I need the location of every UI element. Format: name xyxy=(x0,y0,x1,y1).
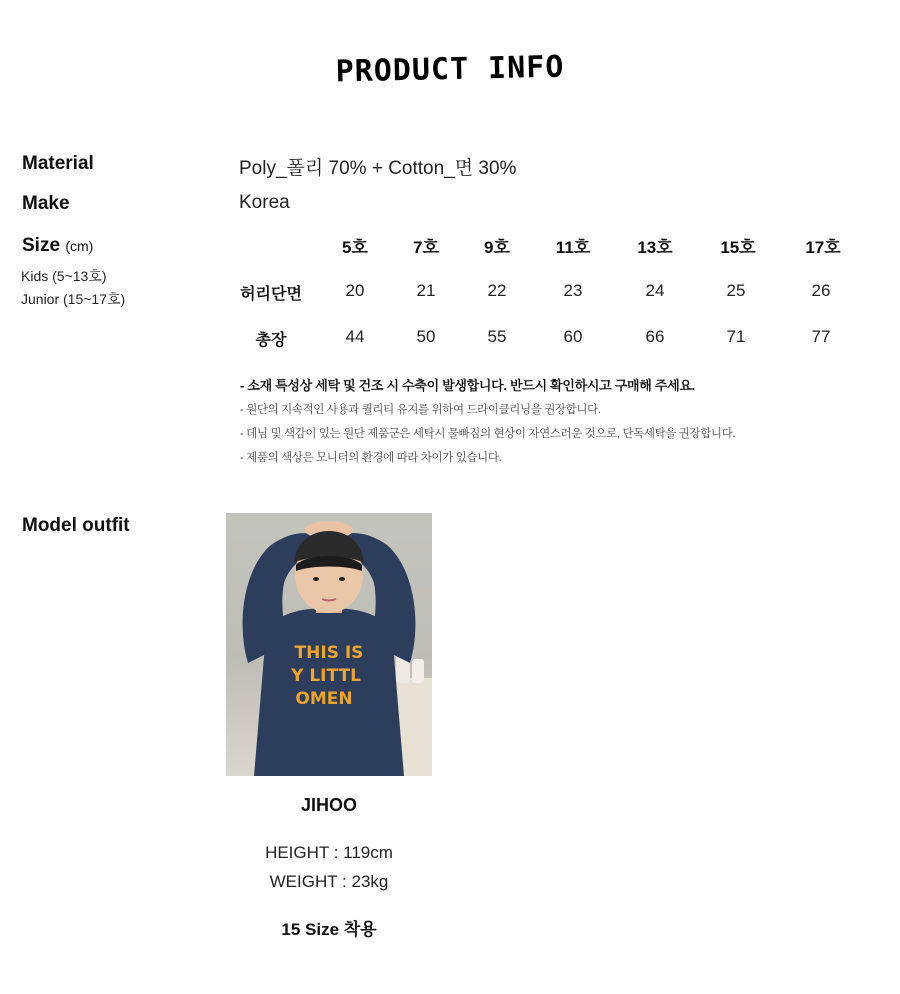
model-outfit-label: Model outfit xyxy=(22,515,130,536)
table-cell: 71 xyxy=(726,327,746,346)
size-label-text: Size xyxy=(22,235,61,256)
notice-line: - 제품의 색상은 모니터의 환경에 따라 차이가 있습니다. xyxy=(240,452,502,464)
notice-line: - 원단의 지속적인 사용과 퀄리티 유지를 위하여 드라이클리닝을 권장합니다. xyxy=(240,404,601,416)
material-label: Material xyxy=(22,153,94,174)
row-label-length: 총장 xyxy=(255,332,287,349)
table-cell: 20 xyxy=(345,281,365,300)
make-value: Korea xyxy=(239,192,290,213)
shirt-print-line: OMEN xyxy=(295,689,353,709)
size-kids-range: Kids (5~13호) xyxy=(21,268,107,284)
size-label xyxy=(22,235,93,257)
size-header: 13호 xyxy=(637,238,673,257)
table-cell: 22 xyxy=(487,281,507,300)
size-unit: (cm) xyxy=(65,238,94,254)
page-title: PRODUCT INFO xyxy=(335,49,565,90)
make-label: Make xyxy=(22,193,70,214)
size-header: 7호 xyxy=(413,238,439,257)
shirt-print-line: Y LITTL xyxy=(291,666,361,686)
table-cell: 50 xyxy=(416,327,436,346)
table-cell: 77 xyxy=(811,327,831,346)
table-cell: 23 xyxy=(563,281,583,300)
size-header: 11호 xyxy=(555,238,591,257)
model-photo xyxy=(226,513,432,776)
table-cell: 26 xyxy=(811,281,831,300)
table-cell: 24 xyxy=(645,281,665,300)
table-cell: 66 xyxy=(645,327,665,346)
notice-shrinkage: - 소재 특성상 세탁 및 건조 시 수축이 발생합니다. 반드시 확인하시고 구매해 주세요. xyxy=(240,378,695,393)
table-cell: 25 xyxy=(726,281,746,300)
model-height: HEIGHT : 119cm xyxy=(265,843,393,862)
shirt-print-line: THIS IS xyxy=(294,643,364,663)
table-cell: 21 xyxy=(416,281,436,300)
model-illustration xyxy=(226,513,432,776)
size-junior-range: Junior (15~17호) xyxy=(21,291,126,307)
notice-line: - 데님 및 색감이 있는 원단 제품군은 세탁시 물빠짐의 현상이 자연스러운 것으로, 단독세탁을 권장합니다. xyxy=(240,428,736,440)
table-cell: 55 xyxy=(487,327,507,346)
table-cell: 60 xyxy=(563,327,583,346)
model-name: JIHOO xyxy=(300,795,357,815)
size-header: 17호 xyxy=(805,238,841,257)
size-header: 15호 xyxy=(720,238,756,257)
model-size-worn: 15 Size 착용 xyxy=(281,920,377,939)
row-label-waist: 허리단면 xyxy=(240,286,302,303)
table-cell: 44 xyxy=(345,327,365,346)
size-header: 5호 xyxy=(342,238,368,257)
size-header: 9호 xyxy=(484,238,510,257)
material-value: Poly_폴리 70% + Cotton_면 30% xyxy=(239,158,517,179)
model-weight: WEIGHT : 23kg xyxy=(269,872,389,891)
